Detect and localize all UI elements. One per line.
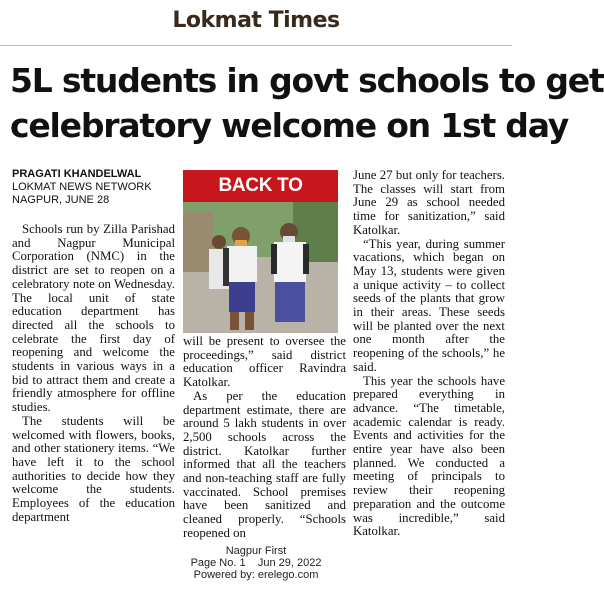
- page-footer: [0, 545, 512, 581]
- headline: [10, 58, 604, 148]
- byline-author: PRAGATI KHANDELWAL: [12, 168, 142, 180]
- article-column-3: [353, 169, 505, 539]
- paragraph: will be present to oversee the proceedings,” said district education officer Ravindra Katolkar.: [183, 334, 346, 390]
- footer-edition: Nagpur First: [225, 545, 287, 557]
- footer-page-date: Page No. 1 Jun 29, 2022: [190, 557, 322, 569]
- paragraph: As per the education department estimate, there are around 5 lakh students in over 2,500 schools across the district. Katolkar further informed that all the teachers and non-teaching staff are fully vaccinated. School premises have been sanitized and cleaned properly. “Schools reopened on: [183, 388, 346, 540]
- paragraph: The students will be welcomed with flowers, books, and other stationery items. “We have left it to the school authorities to decide how they welcome the students. Employees of the education department: [12, 413, 175, 524]
- paragraph: June 27 but only for teachers. The classes will start from June 29 as school needed time for sanitization,” said Katolkar.: [353, 168, 505, 237]
- masthead-logo: Lokmat Times: [172, 8, 340, 33]
- students-photo-illustration: [183, 202, 338, 333]
- byline-dateline: NAGPUR, JUNE 28: [12, 194, 110, 206]
- article-photo: [183, 170, 338, 333]
- byline: [12, 168, 177, 207]
- paragraph: This year the schools have prepared everything in advance. “The timetable, academic calendar is ready. Events and activities for the entire year have also been planned. We conducted a meeting of principals to review their reopening preparation and the outcome was incredible,” said Katolkar.: [353, 373, 505, 539]
- footer-powered-by: Powered by: erelego.com: [193, 569, 319, 581]
- masthead-divider: [0, 45, 512, 46]
- article-column-2: [183, 335, 346, 541]
- byline-network: LOKMAT NEWS NETWORK: [12, 181, 152, 193]
- paragraph: Schools run by Zilla Parishad and Nagpur Municipal Corporation (NMC) in the district are set to reopen on a celebratory note on Wednesday. The local unit of state education department has directed all the schools to celebrate the first day of reopening and welcome the students in various ways in a bid to attract them and create a friendly atmosphere for offline studies.: [12, 222, 175, 415]
- headline-line-2: celebratory welcome on 1st day: [10, 106, 569, 145]
- paragraph: “This year, during summer vacations, which began on May 13, students were given a unique activity – to collect seeds of the plants that grow in their areas. These seeds will be planted over the next one month after the reopening of the schools,” he said.: [353, 236, 505, 374]
- article-column-1: [12, 223, 175, 524]
- photo-banner: BACK TO: [183, 170, 338, 202]
- headline-line-1: 5L students in govt schools to get: [10, 61, 604, 100]
